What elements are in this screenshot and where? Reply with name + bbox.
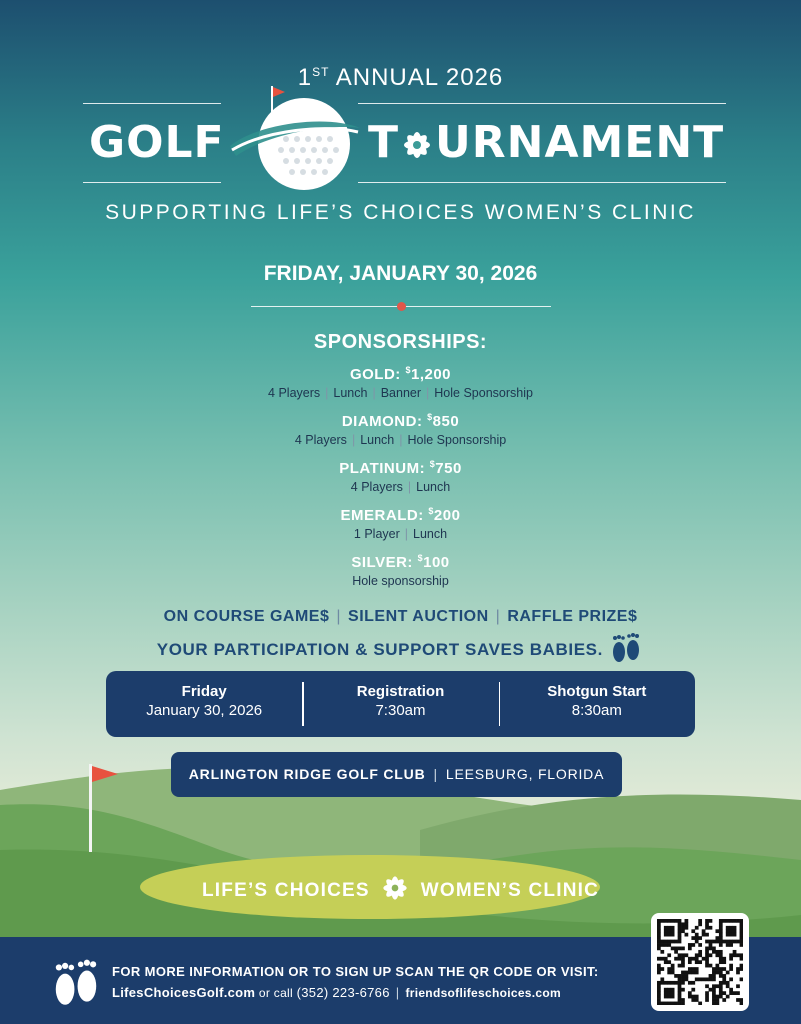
schedule-box: [106, 671, 695, 737]
divider-line: [83, 182, 221, 183]
flower-icon: [399, 127, 435, 163]
tier-platinum: PLATINUM: $750 4 Players | Lunch: [339, 459, 462, 494]
baby-feet-icon: [48, 955, 104, 1011]
qr-code-icon[interactable]: [657, 919, 743, 1005]
website-link[interactable]: LifesChoicesGolf.com: [112, 985, 256, 1000]
flower-icon: [380, 873, 410, 903]
title-golf: GOLF: [89, 117, 225, 168]
venue-box: ARLINGTON RIDGE GOLF CLUB | LEESBURG, FLORIDA: [171, 752, 622, 797]
tier-emerald: EMERALD: $200 1 Player | Lunch: [340, 506, 461, 541]
event-date: FRIDAY, JANUARY 30, 2026: [263, 262, 538, 285]
phone-number[interactable]: (352) 223-6766: [296, 985, 390, 1000]
divider-line: [83, 103, 221, 104]
tier-diamond: DIAMOND: $850 4 Players | Lunch | Hole Sponsorship: [294, 412, 507, 447]
schedule-shotgun-start: Shotgun Start 8:30am: [499, 671, 695, 737]
sponsorships-heading: SPONSORSHIPS:: [313, 331, 488, 353]
golf-ball-icon: [226, 84, 362, 194]
tier-gold: GOLD: $1,200 4 Players | Lunch | Banner | Hole Sponsorship: [268, 365, 533, 400]
extras-line: ON COURSE GAME$ | SILENT AUCTION | RAFFLE PRIZE$: [163, 608, 638, 625]
divider-line: [358, 103, 726, 104]
schedule-date: Friday January 30, 2026: [146, 683, 263, 719]
divider-line: [358, 182, 726, 183]
clinic-logo: LIFE’S CHOICES WOMEN’S CLINIC: [0, 873, 801, 903]
date-dot: [397, 302, 406, 311]
schedule-registration: Registration 7:30am: [302, 671, 498, 737]
qr-code-card[interactable]: [651, 913, 749, 1011]
tier-silver: SILVER: $100 Hole sponsorship: [351, 553, 450, 588]
annual-label: 1ST ANNUAL 2026: [297, 64, 504, 91]
flag-icon: [82, 762, 122, 854]
baby-feet-icon: [608, 632, 644, 664]
footer-contact: LifesChoicesGolf.com or call (352) 223-6766 | friendsoflifeschoices.com: [112, 985, 561, 1000]
subtitle: SUPPORTING LIFE’S CHOICES WOMEN’S CLINIC: [105, 201, 696, 224]
support-line: YOUR PARTICIPATION & SUPPORT SAVES BABIES.: [0, 632, 801, 664]
footer-info-text: FOR MORE INFORMATION OR TO SIGN UP SCAN THE QR CODE OR VISIT:: [112, 964, 599, 979]
title-tournament: T URNAMENT: [368, 117, 725, 168]
website-link-2[interactable]: friendsoflifeschoices.com: [405, 986, 561, 1000]
